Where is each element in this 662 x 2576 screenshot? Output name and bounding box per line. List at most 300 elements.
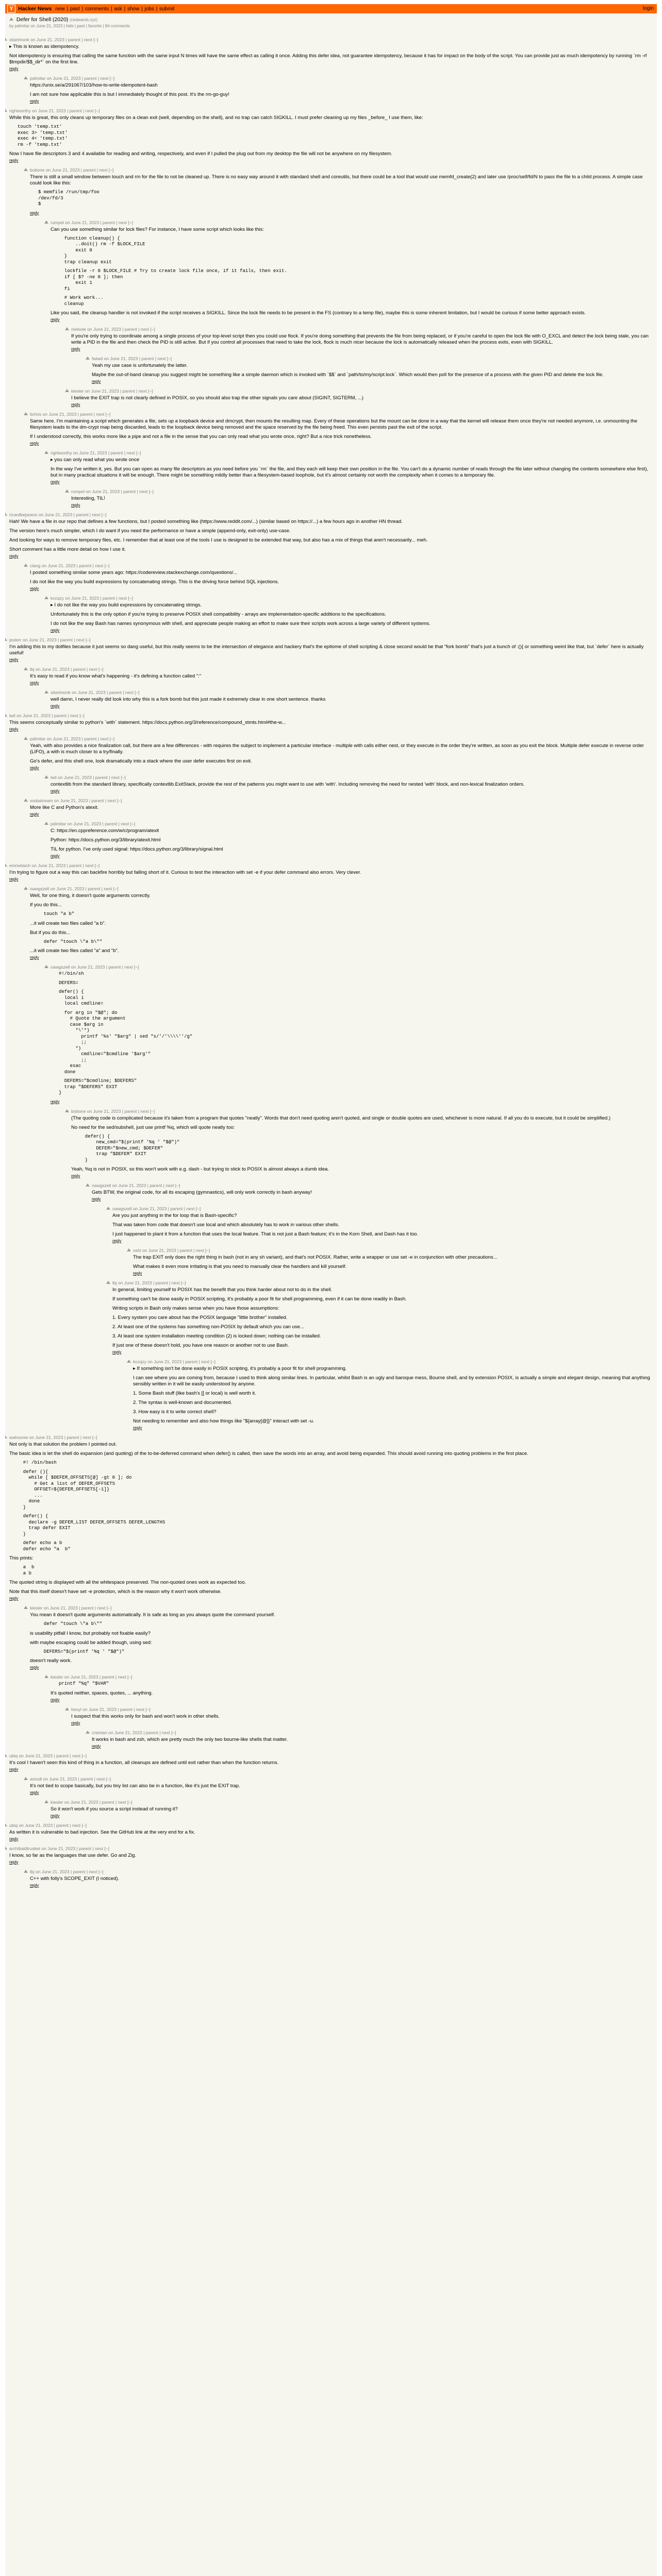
nav-comments-link[interactable]: comments [85, 6, 109, 12]
comment-text [30, 1612, 653, 1664]
comment-age-link[interactable]: on June 21, 2023 [146, 1359, 183, 1364]
comment-age-link[interactable]: on June 21, 2023 [141, 1248, 178, 1253]
comment-paragraph: Yeah, with also provides a nice finalization call, but there are a few differences - with requires the subject to implement a particular interface - multiple with calls either nest, or they execute in the order they're written, as soon as you exit the block. Multiple defer execute in reverse order (LIFO), a with is much closer to a try/finally. [30, 743, 644, 755]
comment-text [30, 743, 653, 765]
upvote-arrow-icon[interactable] [5, 513, 7, 516]
comment-toggle[interactable]: | parent | next [–] [147, 1183, 180, 1188]
upvote-arrow-icon[interactable] [24, 667, 28, 670]
comment-meta [71, 489, 653, 494]
upvote-arrow-icon[interactable] [44, 221, 48, 224]
reply-link[interactable]: reply [9, 657, 19, 662]
upvote-arrow-icon[interactable] [24, 1870, 28, 1873]
reply-link[interactable]: reply [71, 1174, 80, 1178]
upvote-arrow-icon[interactable] [65, 489, 69, 493]
comment-age-link[interactable]: on June 21, 2023 [21, 637, 58, 642]
comment-toggle[interactable]: | parent | next [–] [183, 1359, 216, 1364]
comment-meta [51, 220, 653, 225]
comment-user-link[interactable]: tichris [30, 412, 42, 417]
comment-text [30, 1876, 653, 1882]
comment-meta [30, 736, 653, 741]
comment [133, 1359, 653, 1430]
comment-toggle[interactable]: | parent | next [–] [102, 821, 136, 826]
comment-user-link[interactable]: ubiq [9, 1822, 18, 1828]
reply-link[interactable]: reply [133, 1271, 142, 1276]
comment-toggle[interactable]: | parent | next [–] [122, 327, 155, 332]
comment-paragraph: I suspect that this works only for bash and won't work in other shells. [71, 1713, 220, 1719]
code-block: DEFERS="$(printf '%q ' "$@")" [38, 1649, 125, 1654]
upvote-arrow-icon[interactable] [5, 863, 7, 867]
reply-link[interactable]: reply [30, 99, 39, 104]
upvote-arrow-icon[interactable] [44, 596, 48, 599]
reply-link[interactable]: reply [51, 854, 60, 858]
comment-user-link[interactable]: ricardbejarano [9, 512, 38, 517]
reply-link[interactable]: reply [51, 628, 60, 633]
comment-paragraph: It works in bash and zsh, which are pretty much the only two bourne-like shells that matter. [92, 1736, 288, 1742]
reply-link[interactable]: reply [71, 1720, 80, 1725]
comment-text [9, 644, 653, 656]
comment-toggle[interactable]: | parent | next [–] [168, 1206, 201, 1211]
comment-age-link[interactable]: on June 21, 2023 [18, 1822, 54, 1828]
comment-user-link[interactable]: nawgszell [92, 1183, 111, 1188]
comment-text [51, 1681, 653, 1697]
story-title-row [9, 16, 653, 23]
comment-text [71, 395, 653, 401]
comment [71, 1707, 653, 1725]
comment-paragraph: ▸ I do not like the way you build expressions by concatenating strings. [51, 602, 202, 608]
comment-age-link[interactable]: on June 21, 2023 [29, 37, 66, 42]
reply-link[interactable]: reply [51, 704, 60, 708]
story-title-link[interactable]: Defer for Shell (2020) [16, 16, 69, 23]
comment-age-link[interactable]: on June 21, 2023 [40, 563, 77, 568]
reply-link[interactable]: reply [71, 503, 80, 507]
comment-paragraph: TIL for python. I've only used signal: https://docs.python.org/3/library/signal.html [51, 846, 223, 852]
comment-age-link[interactable]: on June 21, 2023 [45, 736, 82, 741]
comment-age-link[interactable]: on June 21, 2023 [30, 108, 67, 113]
comment-text [51, 602, 653, 627]
comment-age-link[interactable]: on June 21, 2023 [56, 775, 93, 780]
comment-user-link[interactable]: kccqzy [51, 596, 64, 601]
comment-toggle[interactable]: | parent | next [–] [76, 1845, 109, 1851]
upvote-arrow-icon[interactable] [127, 1248, 131, 1251]
comment-meta [30, 563, 653, 568]
comment-user-link[interactable]: kiesler [51, 1674, 63, 1680]
reply-link[interactable]: reply [51, 789, 60, 793]
reply-link[interactable]: reply [30, 955, 39, 960]
comment-toggle[interactable]: | parent | next [–] [108, 450, 141, 455]
upvote-arrow-icon[interactable] [24, 799, 28, 802]
upvote-arrow-icon[interactable] [24, 1606, 28, 1609]
comment-meta [9, 713, 653, 718]
comment-paragraph: If something can't be done easily in POSIX scripting, it's probably a poor fit for shell programming, even if it can be done readily in Bash. [112, 1296, 407, 1302]
comment-age-link[interactable]: on June 21, 2023 [86, 1108, 122, 1114]
comment-user-link[interactable]: lbj [112, 1280, 117, 1285]
comment-user-link[interactable]: nawgszell [51, 964, 70, 970]
reply-link[interactable]: reply [9, 877, 19, 882]
reply-link[interactable]: reply [30, 812, 39, 817]
comment-age-link[interactable]: on June 21, 2023 [30, 863, 67, 868]
upvote-arrow-icon[interactable] [24, 76, 28, 79]
nav-submit-link[interactable]: submit [159, 6, 175, 12]
upvote-arrow-icon[interactable] [24, 1777, 28, 1780]
y-logo-icon[interactable]: Y [7, 5, 15, 13]
comment-age-link[interactable]: on June 21, 2023 [41, 412, 78, 417]
comment-toggle[interactable]: | parent | next [–] [73, 512, 107, 517]
comment-user-link[interactable]: bobone [71, 1108, 86, 1114]
comment-age-link[interactable]: on June 21, 2023 [86, 327, 123, 332]
comment-text [30, 570, 653, 585]
comment-user-link[interactable]: bobone [30, 167, 45, 173]
comment [51, 450, 653, 484]
comment-toggle[interactable]: | parent | next [–] [52, 713, 85, 718]
comment-toggle[interactable]: | parent | next [–] [89, 798, 122, 803]
upvote-arrow-icon[interactable] [5, 638, 7, 641]
comment-age-link[interactable]: on June 21, 2023 [15, 713, 52, 718]
upvote-arrow-icon[interactable] [44, 1800, 48, 1803]
comment-meta [51, 821, 653, 826]
comment-toggle[interactable]: | parent | next [–] [93, 775, 126, 780]
comment-age-link[interactable]: on June 21, 2023 [66, 821, 103, 826]
upvote-arrow-icon[interactable] [44, 965, 48, 968]
comment-user-link[interactable]: nawgszell [30, 886, 49, 891]
comment-paragraph: Well, for one thing, it doesn't quote arguments correctly. [30, 893, 151, 899]
reply-link[interactable]: reply [133, 1426, 142, 1430]
comment-age-link[interactable]: on June 21, 2023 [34, 1869, 71, 1874]
comment-paragraph: If just one of these doesn't hold, you have one reason or another not to use Bash. [112, 1343, 289, 1348]
reply-link[interactable]: reply [30, 441, 39, 446]
comment-paragraph: I know, so far as the languages that use defer. Go and Zig. [9, 1852, 137, 1858]
comment-meta [30, 1605, 653, 1611]
login-link[interactable]: login [642, 6, 654, 11]
comment-paragraph: Interesting, TIL! [71, 496, 105, 501]
comment-paragraph: I can see where you are coming from, because I used to think along similar lines. In particular, whilst Bash is an ugly and baroque mess, Bourne shell, and by extension POSIX, is actually a simple and elegant design, meaning that anything sensibly written in it will be easily understood by anyone. [133, 1375, 650, 1387]
upvote-arrow-icon[interactable] [9, 18, 13, 21]
comment-age-link[interactable]: on June 21, 2023 [18, 1753, 54, 1758]
comment-user-link[interactable]: crisman [92, 1730, 107, 1735]
comment-text [112, 1213, 653, 1238]
code-block: defer() { new_cmd="$(printf '%q ' "$@")" DEFER="$new_cmd; $DEFER" trap "$DEFER" EXIT } [85, 1133, 180, 1163]
upvote-arrow-icon[interactable] [44, 775, 48, 778]
comment-user-link[interactable]: sodastream [30, 798, 53, 803]
upvote-arrow-icon[interactable] [86, 1731, 90, 1734]
comment-age-link[interactable]: on June 21, 2023 [34, 667, 71, 672]
comment [133, 1248, 653, 1276]
comment-age-link[interactable]: on June 21, 2023 [70, 964, 106, 970]
comment-age-link[interactable]: on June 21, 2023 [44, 167, 81, 173]
comment-toggle[interactable]: | parent | next [–] [77, 412, 111, 417]
comment-meta [51, 596, 653, 601]
comment-age-link[interactable]: on June 21, 2023 [49, 886, 86, 891]
comment-user-link[interactable]: pdimitar [30, 736, 46, 741]
comment-paragraph: I believe the EXIT trap is not clearly defined in POSIX, so you should also trap the other signals you care about (SIGINT, SIGTERM, ...) [71, 395, 363, 401]
upvote-arrow-icon[interactable] [106, 1207, 110, 1210]
code-block: defer "touch \"a b\"" [38, 939, 103, 944]
reply-link[interactable]: reply [51, 1697, 60, 1702]
reply-link[interactable]: reply [9, 66, 19, 71]
comment-text [30, 174, 653, 208]
comment-age-link[interactable]: on June 21, 2023 [42, 1605, 79, 1611]
comment-user-link[interactable]: lwil [9, 713, 15, 718]
nav-ask-link[interactable]: ask [114, 6, 122, 12]
comment-toggle[interactable]: | parent | next [–] [100, 596, 133, 601]
comment-toggle[interactable]: | parent | next [–] [177, 1248, 210, 1253]
upvote-arrow-icon[interactable] [24, 564, 28, 567]
comment-meta [30, 1869, 653, 1874]
reply-link[interactable]: reply [30, 1883, 39, 1888]
comment-age-link[interactable]: on June 21, 2023 [45, 76, 82, 81]
reply-link[interactable]: reply [9, 1596, 19, 1601]
comment-paragraph: I'm adding this to my dotfiles because it just seems so dang useful, but this really seems to be the intersection of elegance and hackery that's the epitome of shell scripting & close second would be that "fork bomb" that's just a bunch of :(){ or something weird like that, but `defer` here is actually useful! [9, 644, 644, 656]
comment-toggle[interactable]: | parent | next [–] [143, 1730, 176, 1735]
comment-paragraph: Now I have file descriptors 3 and 4 available for reading and writing, respectively, and even if I pulled the plug out from my desktop the file will not be anywhere on my filesystem. [9, 151, 392, 157]
comment-paragraph: It's not tied to scope basically, but you tiny list can also be in a function, like it's just the EXIT trap. [30, 1783, 240, 1789]
comment-age-link[interactable]: on June 21, 2023 [37, 512, 74, 517]
comment-toggle[interactable]: | parent | next [–] [106, 964, 139, 970]
comment-user-link[interactable]: kiesler [30, 1605, 43, 1611]
comment-paragraph: Maybe the out-of-band cleanup you suggest might be something like a simple daemon which is invoked with `$$` and `path/to/my/script.lock`. Which would then poll for the presence of a process with the given PID and delete the lock file. [92, 372, 604, 378]
comment-toggle[interactable]: | parent | next [–] [64, 1435, 97, 1440]
page-container [5, 4, 657, 2576]
reply-link[interactable]: reply [92, 1197, 101, 1201]
comment-meta [30, 667, 653, 672]
comment-paragraph: ...it will create two files called "a" and "b". [30, 948, 119, 954]
upvote-arrow-icon[interactable] [44, 1675, 48, 1678]
site-name-link[interactable]: Hacker News [18, 6, 52, 12]
comment-toggle[interactable]: | parent | next [–] [58, 637, 91, 642]
comment-user-link[interactable]: clang [30, 563, 41, 568]
comment-text [30, 1783, 653, 1789]
comment-user-link[interactable]: sitarlmonk [51, 690, 71, 695]
upvote-arrow-icon[interactable] [65, 327, 69, 330]
comment-toggle[interactable]: | parent | next [–] [80, 167, 114, 173]
reply-link[interactable]: reply [9, 158, 19, 163]
comment-age-link[interactable]: on June 21, 2023 [131, 1206, 168, 1211]
comment-paragraph: ▸ This is known as idempotency. [9, 44, 79, 49]
comment-age-link[interactable]: on June 21, 2023 [72, 450, 108, 455]
comment-age-link[interactable]: on June 21, 2023 [103, 356, 139, 361]
comment-toggle[interactable]: | parent | next [–] [99, 1799, 133, 1805]
comment-toggle[interactable]: | parent | next [–] [70, 667, 104, 672]
comment-paragraph: Writing scripts in Bash only makes sense when you have those assumptions: [112, 1306, 279, 1311]
comment-age-link[interactable]: on June 21, 2023 [84, 489, 121, 494]
nav-jobs-link[interactable]: jobs [144, 6, 154, 12]
comment-user-link[interactable]: kccqzy [133, 1359, 146, 1364]
comment-user-link[interactable]: pdimitar [51, 821, 67, 826]
comment-toggle[interactable]: | parent | next [–] [120, 388, 153, 394]
comment-age-link[interactable]: on June 21, 2023 [53, 798, 89, 803]
reply-link[interactable]: reply [9, 1859, 19, 1865]
upvote-arrow-icon[interactable] [5, 1823, 7, 1826]
reply-link[interactable]: reply [112, 1350, 122, 1354]
comment-text [9, 1760, 653, 1766]
upvote-arrow-icon[interactable] [44, 822, 48, 825]
comment-age-link[interactable]: on June 21, 2023 [42, 1776, 78, 1782]
nav-new-link[interactable]: new [55, 6, 65, 12]
upvote-arrow-icon[interactable] [65, 389, 69, 392]
comment-age-link[interactable]: on June 21, 2023 [84, 388, 120, 394]
comment [30, 1605, 653, 1670]
comment-toggle[interactable]: | parent | next [–] [67, 108, 100, 113]
upvote-arrow-icon[interactable] [106, 1281, 110, 1284]
upvote-arrow-icon[interactable] [24, 412, 28, 415]
comment-age-link[interactable]: on June 21, 2023 [63, 1799, 100, 1805]
reply-link[interactable]: reply [92, 1743, 101, 1749]
comment-paragraph: https://unix.se/a/291067/103/how-to-write-idempotent-bash [30, 82, 158, 88]
comment-toggle[interactable]: | parent | next [–] [139, 356, 172, 361]
comment-user-link[interactable]: emmelaich [9, 863, 31, 868]
comment-user-link[interactable]: rumpel [71, 489, 85, 494]
upvote-arrow-icon[interactable] [127, 1360, 131, 1363]
comment-user-link[interactable]: archibaldtrusket [9, 1845, 41, 1851]
comment-paragraph: There is still a small window between touch and rm for the file to not be cleaned up. There is no easy way around it with standard shell and coreutils, but there could be a tool that would use memfd_create(2) and later use /proc/self/fd/N to pass the file to a child process. A simple case could look like this: [30, 174, 643, 186]
reply-link[interactable]: reply [30, 1790, 39, 1795]
comment-meta [9, 1846, 653, 1851]
comment-toggle[interactable]: | parent | next [–] [122, 1108, 155, 1114]
reply-link[interactable]: reply [30, 586, 39, 591]
comment-toggle[interactable]: | parent | next [–] [153, 1280, 186, 1285]
comment-user-link[interactable]: sitarlmonk [9, 37, 29, 42]
reply-link[interactable]: reply [71, 347, 80, 351]
comment-toggle[interactable]: | parent | next [–] [81, 76, 115, 81]
comment-user-link[interactable]: lbj [30, 1869, 35, 1874]
comment-text [9, 44, 653, 65]
comment-user-link[interactable]: wahoonie [9, 1435, 28, 1440]
comment-toggle[interactable]: | parent | next [–] [78, 1605, 112, 1611]
comment-age-link[interactable]: on June 21, 2023 [63, 596, 101, 601]
comment [112, 1280, 653, 1354]
comment-age-link[interactable]: on June 21, 2023 [117, 1280, 153, 1285]
comment-user-link[interactable]: jesterr [9, 637, 22, 642]
comment-toggle[interactable]: | parent | next [–] [121, 489, 154, 494]
upvote-arrow-icon[interactable] [44, 451, 48, 454]
comment-paragraph: ▸ you can only read what you wrote once [51, 457, 140, 463]
reply-link[interactable]: reply [30, 766, 39, 770]
comment-toggle[interactable]: | parent | next [–] [70, 1869, 104, 1874]
reply-link[interactable]: reply [9, 554, 19, 558]
comment-user-link[interactable]: kiesler [71, 388, 84, 394]
comment-age-link[interactable]: on June 21, 2023 [63, 1674, 100, 1680]
reply-link[interactable]: reply [51, 317, 60, 322]
comment-meta [51, 690, 653, 695]
comment-toggle[interactable]: | parent | next [–] [100, 219, 133, 225]
comment-user-link[interactable]: pdimitar [30, 76, 46, 81]
comment-age-link[interactable]: on June 21, 2023 [28, 1435, 64, 1440]
upvote-arrow-icon[interactable] [86, 357, 90, 360]
upvote-arrow-icon[interactable] [65, 1707, 69, 1710]
upvote-arrow-icon[interactable] [5, 109, 7, 112]
comment-meta [9, 1435, 653, 1440]
comment-toggle[interactable]: | parent | next [–] [54, 1822, 87, 1828]
code-block: DEFERS= [59, 980, 78, 986]
comment-paragraph: Yeah my use case is unfortunately the latter. [92, 363, 188, 368]
comment-paragraph: I'm trying to figure out a way this can backfire horribly but falling short of it. Curious to test the interaction with set -e if your defer command also errors. Very clever. [9, 870, 361, 875]
comment-paragraph: No need for the sed/subshell, just use printf %q, which will quote neatly too: [71, 1124, 235, 1130]
comment-paragraph: Gets BTW, the original code, for all its escaping (gymnastics), will only work correctly in bash anyway! [92, 1190, 312, 1195]
comment-age-link[interactable]: on June 21, 2023 [111, 1183, 147, 1188]
reply-link[interactable]: reply [51, 1099, 60, 1104]
story-domain[interactable]: (cedwards.xyz) [70, 18, 98, 22]
upvote-arrow-icon[interactable] [86, 1183, 90, 1187]
comment-paragraph: 2. At least one of the systems has something non-POSIX by default which you can use... [112, 1324, 304, 1330]
reply-link[interactable]: reply [30, 210, 39, 215]
upvote-arrow-icon[interactable] [65, 1109, 69, 1112]
code-block: #!/bin/sh [59, 971, 84, 976]
comment-text [51, 227, 653, 317]
comment-age-link[interactable]: on June 21, 2023 [107, 1730, 144, 1735]
comment-meta [133, 1248, 653, 1253]
nav-past-link[interactable]: past [70, 6, 80, 12]
reply-link[interactable]: reply [9, 727, 19, 732]
reply-link[interactable]: reply [9, 1836, 19, 1841]
reply-link[interactable]: reply [9, 1767, 19, 1772]
reply-link[interactable]: reply [30, 1665, 39, 1670]
comment-age-link[interactable]: on June 21, 2023 [63, 219, 101, 225]
comment-user-link[interactable]: rightworthy [51, 450, 72, 455]
upvote-arrow-icon[interactable] [24, 737, 28, 740]
comment-text [51, 457, 653, 479]
comment-paragraph: 3. How easy is it to write correct shell? [133, 1409, 217, 1415]
reply-link[interactable]: reply [112, 1239, 122, 1243]
comment [71, 327, 653, 351]
upvote-arrow-icon[interactable] [44, 690, 48, 693]
comment-user-link[interactable]: rightworthy [9, 108, 31, 113]
comment-toggle[interactable]: | parent | next [–] [54, 1753, 87, 1758]
upvote-arrow-icon[interactable] [5, 1435, 7, 1438]
upvote-arrow-icon[interactable] [5, 1754, 7, 1757]
comment-user-link[interactable]: nawgszell [112, 1206, 132, 1211]
comment-age-link[interactable]: on June 21, 2023 [40, 1845, 77, 1851]
upvote-arrow-icon[interactable] [5, 1846, 7, 1850]
reply-link[interactable]: reply [51, 480, 60, 484]
comment-toggle[interactable]: | parent | next [–] [99, 1674, 133, 1680]
comment-user-link[interactable]: amodl [30, 1776, 42, 1782]
comment-toggle[interactable]: | parent | next [–] [78, 1776, 111, 1782]
upvote-arrow-icon[interactable] [5, 38, 7, 41]
comment-user-link[interactable]: lbj [30, 667, 35, 672]
comment-meta [51, 1674, 653, 1680]
comment-user-link[interactable]: nielsole [71, 327, 86, 332]
comment-meta [30, 798, 653, 803]
nav-show-link[interactable]: show [127, 6, 140, 12]
comment-text [9, 1853, 653, 1859]
comment-age-link[interactable]: on June 21, 2023 [81, 1706, 118, 1712]
upvote-arrow-icon[interactable] [5, 714, 7, 717]
comment-paragraph: I just happened to plant it from a function that uses the local feature. That is not just a Bash feature; it's in the Korn Shell, and Dash has it too. [112, 1231, 419, 1237]
comment-toggle[interactable]: | parent | next [–] [81, 736, 115, 741]
comment-paragraph: 1. Every system you care about has the POSIX language "little brother" installed. [112, 1315, 288, 1320]
comment-user-link[interactable]: kiesler [51, 1799, 63, 1805]
reply-link[interactable]: reply [71, 402, 80, 407]
comment-user-link[interactable]: ubiq [9, 1753, 18, 1758]
comment-toggle[interactable]: | parent | next [–] [85, 886, 119, 891]
comment-toggle[interactable]: | parent | next [–] [118, 1706, 151, 1712]
reply-link[interactable]: reply [92, 379, 101, 384]
comment-user-link[interactable]: lwil [51, 775, 57, 780]
reply-link[interactable]: reply [30, 681, 39, 685]
comment-user-link[interactable]: hexyl [71, 1706, 81, 1712]
comment-toggle[interactable]: | parent | next [–] [67, 863, 100, 868]
comment-toggle[interactable]: | parent | next [–] [65, 37, 98, 42]
comment-paragraph: Can you use something similar for lock files? For instance, I have some script which looks like this: [51, 226, 264, 232]
comment-user-link[interactable]: oshi [133, 1248, 141, 1253]
comment-age-link[interactable]: on June 21, 2023 [70, 690, 107, 695]
comment-user-link[interactable]: rumpel [51, 219, 64, 225]
upvote-arrow-icon[interactable] [24, 887, 28, 890]
upvote-arrow-icon[interactable] [24, 168, 28, 171]
reply-link[interactable]: reply [51, 1813, 60, 1818]
comment-user-link[interactable]: fwiwd [92, 356, 103, 361]
comment-toggle[interactable]: | parent | next [–] [107, 690, 140, 695]
comment-toggle[interactable]: | parent | next [–] [76, 563, 110, 568]
